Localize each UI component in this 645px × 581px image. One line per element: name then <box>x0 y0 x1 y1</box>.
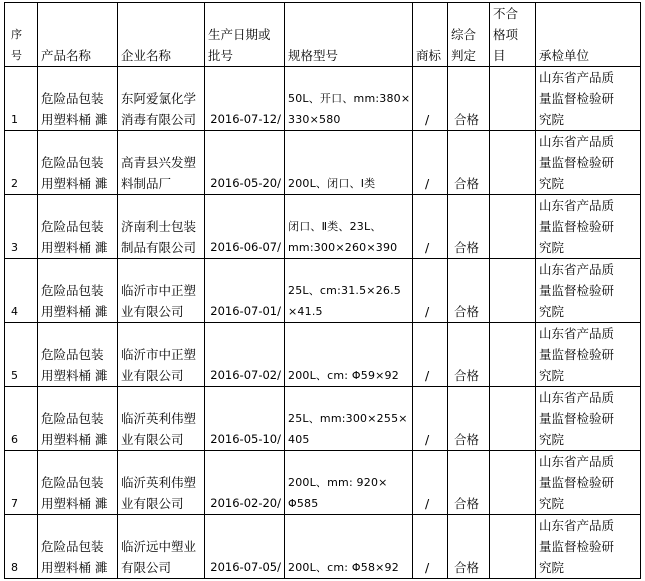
cell-brand <box>413 131 448 195</box>
cell-seq-line: 6 <box>11 433 18 446</box>
cell-lab-line: 究院 <box>539 560 565 575</box>
cell-lab-line: 山东省产品质 <box>539 518 615 533</box>
cell-seq-line: 3 <box>11 241 18 254</box>
cell-seq <box>5 323 38 387</box>
cell-company-line: 临沂市中正塑 <box>121 283 197 298</box>
cell-company-line: 业有限公司 <box>121 496 184 511</box>
cell-product-line: 用塑料桶 濉 <box>41 496 108 511</box>
header-row <box>5 3 641 67</box>
header-date: 生产日期或 批号 <box>205 3 285 67</box>
table-row <box>5 67 641 131</box>
cell-company <box>118 451 205 515</box>
cell-company-line: 东阿爱氯化学 <box>121 91 197 106</box>
cell-lab-line: 究院 <box>539 496 565 511</box>
cell-verdict <box>448 131 490 195</box>
cell-brand-line: / <box>425 240 430 255</box>
cell-lab-line: 山东省产品质 <box>539 198 615 213</box>
cell-seq-line: 7 <box>11 497 18 510</box>
header-product: 产品名称 <box>38 3 118 67</box>
cell-company <box>118 67 205 131</box>
cell-lab-line: 山东省产品质 <box>539 390 615 405</box>
header-brand: 商标 <box>413 3 448 67</box>
cell-lab-line: 究院 <box>539 240 565 255</box>
cell-product-line: 用塑料桶 濉 <box>41 432 108 447</box>
cell-date-line: 2016-05-10/ <box>210 432 281 446</box>
header-verdict: 综合 判定 <box>448 3 490 67</box>
cell-seq <box>5 67 38 131</box>
cell-product <box>38 131 118 195</box>
cell-spec <box>285 131 413 195</box>
table-row <box>5 451 641 515</box>
cell-company-line: 临沂英利伟塑 <box>121 411 197 426</box>
cell-verdict-line: 合格 <box>454 560 480 575</box>
cell-lab <box>536 259 641 323</box>
cell-company <box>118 323 205 387</box>
cell-lab <box>536 387 641 451</box>
cell-lab-line: 究院 <box>539 368 565 383</box>
cell-spec-line: mm:300×260×390 <box>288 241 398 254</box>
cell-company-line: 有限公司 <box>121 560 172 575</box>
cell-product-line: 用塑料桶 濉 <box>41 560 108 575</box>
cell-spec <box>285 323 413 387</box>
cell-lab-line: 量监督检验研 <box>539 155 615 170</box>
cell-company <box>118 515 205 579</box>
cell-company <box>118 195 205 259</box>
cell-lab-line: 山东省产品质 <box>539 326 615 341</box>
cell-verdict-line: 合格 <box>454 240 480 255</box>
cell-spec <box>285 195 413 259</box>
cell-company-line: 业有限公司 <box>121 368 184 383</box>
cell-product-line: 危险品包装 <box>41 155 104 170</box>
cell-seq-line: 5 <box>11 369 18 382</box>
cell-product-line: 用塑料桶 濉 <box>41 304 108 319</box>
cell-product <box>38 387 118 451</box>
cell-brand <box>413 387 448 451</box>
cell-seq-line: 1 <box>11 113 18 126</box>
cell-date <box>205 451 285 515</box>
cell-product-line: 危险品包装 <box>41 283 104 298</box>
cell-company-line: 消毒有限公司 <box>121 112 197 127</box>
cell-brand-line: / <box>425 368 430 383</box>
cell-product <box>38 259 118 323</box>
cell-product-line: 危险品包装 <box>41 219 104 234</box>
cell-failed-items <box>490 131 536 195</box>
cell-verdict-line: 合格 <box>454 368 480 383</box>
cell-failed-items <box>490 67 536 131</box>
cell-lab-line: 山东省产品质 <box>539 262 615 277</box>
cell-failed-items <box>490 387 536 451</box>
cell-lab <box>536 195 641 259</box>
cell-product-line: 危险品包装 <box>41 475 104 490</box>
cell-spec-line: 50L、开口、mm:380× <box>288 92 411 105</box>
cell-date-line: 2016-07-01/ <box>210 304 281 318</box>
cell-brand <box>413 451 448 515</box>
cell-product-line: 危险品包装 <box>41 411 104 426</box>
header-seq: 序 号 <box>5 3 38 67</box>
cell-lab-line: 究院 <box>539 432 565 447</box>
cell-brand-line: / <box>425 112 430 127</box>
cell-lab-line: 究院 <box>539 176 565 191</box>
header-spec: 规格型号 <box>285 3 413 67</box>
cell-product <box>38 451 118 515</box>
cell-product-line: 危险品包装 <box>41 91 104 106</box>
cell-brand-line: / <box>425 496 430 511</box>
cell-company-line: 济南利士包装 <box>121 219 197 234</box>
cell-seq-line: 8 <box>11 561 18 574</box>
cell-spec-line: 405 <box>288 433 310 446</box>
cell-product <box>38 195 118 259</box>
cell-lab <box>536 67 641 131</box>
cell-lab-line: 量监督检验研 <box>539 475 615 490</box>
cell-company-line: 业有限公司 <box>121 304 184 319</box>
cell-verdict <box>448 387 490 451</box>
cell-lab <box>536 451 641 515</box>
cell-spec-line: 闭口、Ⅱ类、23L、 <box>288 220 382 233</box>
cell-brand <box>413 515 448 579</box>
cell-spec-line: ×41.5 <box>288 305 323 318</box>
cell-spec <box>285 451 413 515</box>
cell-lab-line: 量监督检验研 <box>539 283 615 298</box>
cell-company-line: 高青县兴发塑 <box>121 155 197 170</box>
table-row <box>5 195 641 259</box>
cell-seq <box>5 259 38 323</box>
cell-lab-line: 量监督检验研 <box>539 539 615 554</box>
cell-company-line: 临沂市中正塑 <box>121 347 197 362</box>
cell-brand-line: / <box>425 560 430 575</box>
cell-lab <box>536 131 641 195</box>
cell-verdict <box>448 195 490 259</box>
cell-verdict <box>448 259 490 323</box>
cell-verdict <box>448 323 490 387</box>
cell-brand <box>413 195 448 259</box>
cell-company <box>118 131 205 195</box>
cell-lab-line: 量监督检验研 <box>539 347 615 362</box>
cell-product-line: 危险品包装 <box>41 347 104 362</box>
cell-verdict-line: 合格 <box>454 176 480 191</box>
cell-verdict <box>448 451 490 515</box>
cell-verdict-line: 合格 <box>454 496 480 511</box>
cell-seq <box>5 515 38 579</box>
cell-product-line: 危险品包装 <box>41 539 104 554</box>
cell-spec <box>285 67 413 131</box>
cell-seq-line: 2 <box>11 177 18 190</box>
cell-spec-line: 330×580 <box>288 113 341 126</box>
cell-date <box>205 387 285 451</box>
cell-lab-line: 量监督检验研 <box>539 411 615 426</box>
table-row <box>5 387 641 451</box>
cell-lab-line: 山东省产品质 <box>539 454 615 469</box>
cell-brand-line: / <box>425 176 430 191</box>
cell-lab-line: 究院 <box>539 112 565 127</box>
cell-brand <box>413 323 448 387</box>
cell-brand <box>413 67 448 131</box>
cell-product <box>38 323 118 387</box>
cell-date-line: 2016-06-07/ <box>210 240 281 254</box>
cell-lab <box>536 323 641 387</box>
cell-seq <box>5 195 38 259</box>
inspection-results-table <box>4 2 641 579</box>
cell-product-line: 用塑料桶 濉 <box>41 368 108 383</box>
cell-verdict-line: 合格 <box>454 432 480 447</box>
cell-date-line: 2016-05-20/ <box>210 176 281 190</box>
header-company: 企业名称 <box>118 3 205 67</box>
table-row <box>5 515 641 579</box>
cell-brand <box>413 259 448 323</box>
cell-spec <box>285 515 413 579</box>
cell-failed-items <box>490 515 536 579</box>
cell-date <box>205 259 285 323</box>
header-failed-items: 不合 格项 目 <box>490 3 536 67</box>
cell-failed-items <box>490 195 536 259</box>
cell-brand-line: / <box>425 304 430 319</box>
cell-company <box>118 259 205 323</box>
cell-date <box>205 515 285 579</box>
cell-lab-line: 量监督检验研 <box>539 91 615 106</box>
cell-lab-line: 量监督检验研 <box>539 219 615 234</box>
cell-spec-line: 25L、cm:31.5×26.5 <box>288 284 401 297</box>
cell-date-line: 2016-07-05/ <box>210 560 281 574</box>
cell-spec-line: 200L、闭口、Ⅰ类 <box>288 177 376 190</box>
cell-date <box>205 131 285 195</box>
cell-date <box>205 67 285 131</box>
cell-seq-line: 4 <box>11 305 18 318</box>
cell-lab-line: 山东省产品质 <box>539 70 615 85</box>
cell-spec <box>285 259 413 323</box>
cell-seq <box>5 131 38 195</box>
table-row <box>5 131 641 195</box>
cell-spec-line: 25L、mm:300×255× <box>288 412 408 425</box>
cell-spec-line: 200L、mm: 920× Φ585 <box>288 476 388 510</box>
cell-verdict-line: 合格 <box>454 112 480 127</box>
cell-seq <box>5 451 38 515</box>
cell-company-line: 业有限公司 <box>121 432 184 447</box>
cell-failed-items <box>490 323 536 387</box>
cell-product-line: 用塑料桶 濉 <box>41 240 108 255</box>
cell-failed-items <box>490 259 536 323</box>
cell-lab <box>536 515 641 579</box>
cell-verdict <box>448 515 490 579</box>
cell-product-line: 用塑料桶 濉 <box>41 176 108 191</box>
cell-seq <box>5 387 38 451</box>
cell-verdict-line: 合格 <box>454 304 480 319</box>
cell-product <box>38 515 118 579</box>
cell-company-line: 料制品厂 <box>121 176 172 191</box>
cell-spec <box>285 387 413 451</box>
cell-company-line: 临沂远中塑业 <box>121 539 197 554</box>
cell-date-line: 2016-07-12/ <box>210 112 281 126</box>
cell-company-line: 制品有限公司 <box>121 240 197 255</box>
cell-lab-line: 究院 <box>539 304 565 319</box>
cell-failed-items <box>490 451 536 515</box>
cell-spec-line: 200L、cm: Φ59×92 <box>288 369 399 382</box>
cell-date <box>205 323 285 387</box>
cell-date-line: 2016-02-20/ <box>210 496 281 510</box>
cell-company <box>118 387 205 451</box>
table-row <box>5 259 641 323</box>
cell-verdict <box>448 67 490 131</box>
table-row <box>5 323 641 387</box>
cell-company-line: 临沂英利伟塑 <box>121 475 197 490</box>
cell-product-line: 用塑料桶 濉 <box>41 112 108 127</box>
cell-lab-line: 山东省产品质 <box>539 134 615 149</box>
cell-date <box>205 195 285 259</box>
cell-spec-line: 200L、cm: Φ58×92 <box>288 561 399 574</box>
cell-date-line: 2016-07-02/ <box>210 368 281 382</box>
cell-brand-line: / <box>425 432 430 447</box>
cell-product <box>38 67 118 131</box>
header-lab: 承检单位 <box>536 3 641 67</box>
